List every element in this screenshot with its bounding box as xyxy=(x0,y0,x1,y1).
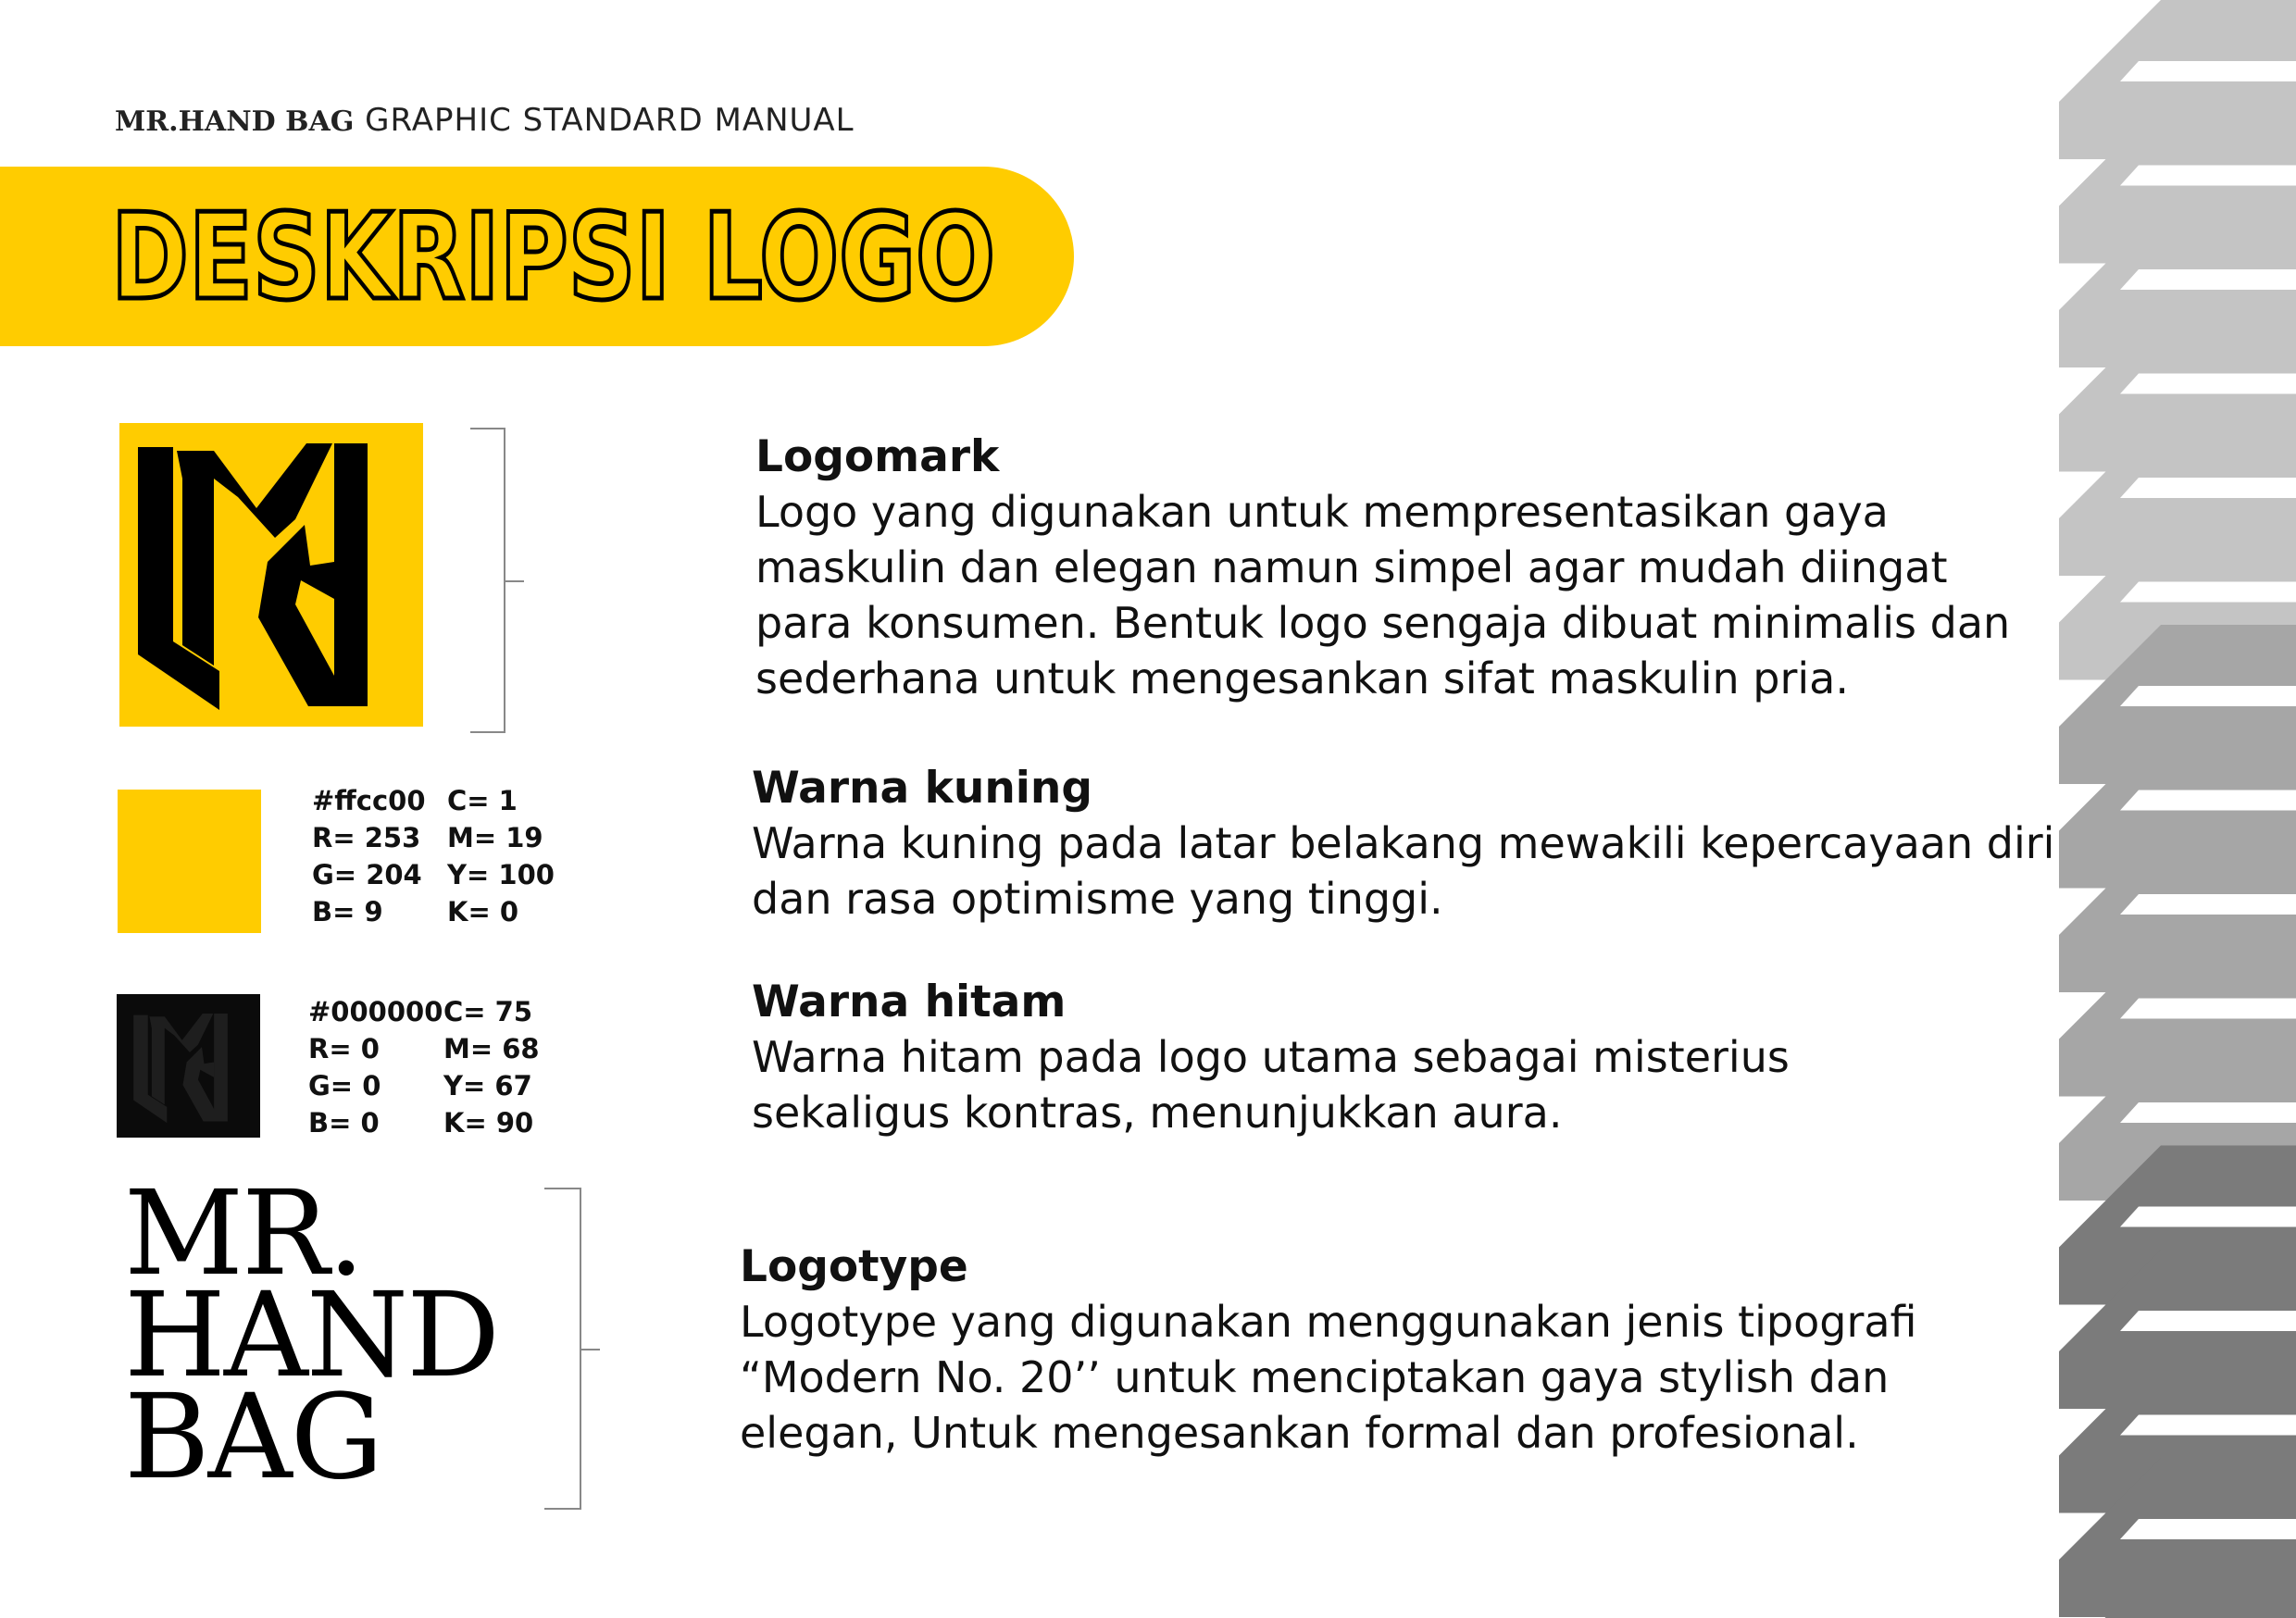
logotype-line-3: BAG xyxy=(124,1369,382,1505)
manual-header xyxy=(115,102,855,139)
black-description xyxy=(752,976,1790,1140)
logotype-description xyxy=(740,1240,1917,1461)
logomark-heading: Logomark xyxy=(755,431,1000,482)
black-g: G= 0 xyxy=(308,1070,381,1101)
page-title-text: DESKRIPSI LOGO xyxy=(111,189,995,327)
black-c: C= 75 xyxy=(443,996,533,1027)
yellow-b: B= 9 xyxy=(312,896,383,927)
logomark-description xyxy=(755,430,2010,706)
yellow-y: Y= 100 xyxy=(447,859,555,890)
header-brand: MR.HAND BAG xyxy=(115,106,355,138)
logotype-wordmark xyxy=(124,1165,499,1505)
title-band xyxy=(0,167,1074,346)
logotype-line-1: MR. xyxy=(124,1165,363,1301)
yellow-c: C= 1 xyxy=(447,785,518,816)
black-hex: #000000 xyxy=(308,996,443,1027)
yellow-k: K= 0 xyxy=(447,896,519,927)
black-r: R= 0 xyxy=(308,1033,380,1064)
logotype-body: Logotype yang digunakan menggunakan jenis tipografi “Modern No. 20’’ untuk menciptakan gaya stylish dan elegan, Untuk mengesankan formal dan profesional. xyxy=(740,1297,1917,1458)
logotype-bracket xyxy=(544,1188,581,1510)
logomark-body: Logo yang digunakan untuk mempresentasikan gaya maskulin dan elegan namun simpel agar mudah diingat para konsumen. Bentuk logo sengaja dibuat minimalis dan sederhana untuk mengesankan sifat maskulin pria. xyxy=(755,487,2011,703)
page-title xyxy=(111,185,1037,327)
yellow-heading: Warna kuning xyxy=(752,763,1092,814)
black-heading: Warna hitam xyxy=(752,977,1067,1027)
yellow-m: M= 19 xyxy=(447,822,543,853)
black-k: K= 90 xyxy=(443,1107,534,1139)
logotype-line-2: HAND xyxy=(124,1267,499,1403)
side-chevron-pattern xyxy=(2059,0,2296,1618)
yellow-description xyxy=(752,762,2054,927)
logomark-bracket xyxy=(470,428,505,733)
black-y: Y= 67 xyxy=(443,1070,532,1101)
yellow-swatch xyxy=(118,790,261,933)
logomark-icon xyxy=(119,423,423,727)
black-m: M= 68 xyxy=(443,1033,540,1064)
header-subtitle: GRAPHIC STANDARD MANUAL xyxy=(365,102,855,139)
yellow-r: R= 253 xyxy=(312,822,421,853)
black-body: Warna hitam pada logo utama sebagai misterius sekaligus kontras, menunjukkan aura. xyxy=(752,1032,1790,1138)
logotype-heading: Logotype xyxy=(740,1241,968,1292)
black-swatch xyxy=(117,994,260,1138)
black-b: B= 0 xyxy=(308,1107,380,1139)
yellow-body: Warna kuning pada latar belakang mewakili kepercayaan diri dan rasa optimisme yang tinggi. xyxy=(752,818,2055,924)
yellow-hex: #ffcc00 xyxy=(312,785,426,816)
yellow-g: G= 204 xyxy=(312,859,422,890)
